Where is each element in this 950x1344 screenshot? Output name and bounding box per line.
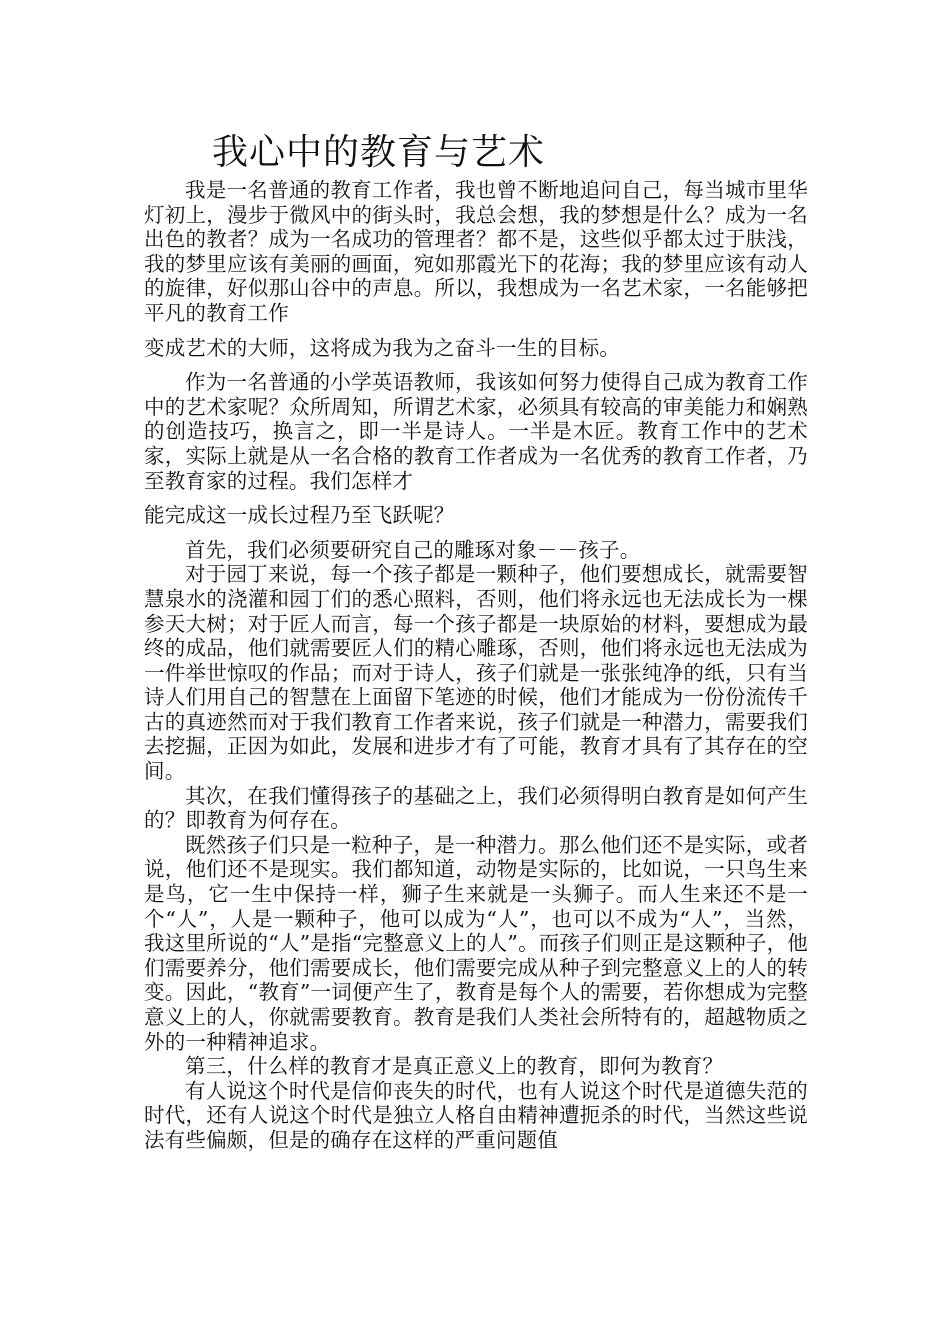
paragraph-intro-text: 我是一名普通的教育工作者，我也曾不断地追问自己，每当城市里华灯初上，漫步于微风中的街头时，我总会想，我的梦想是什么？成为一名出色的教者？成为一名成功的管理者？都不是，这些似乎都太过于肤浅，我的梦里应该有美丽的画面，宛如那霞光下的花海；我的梦里应该有动人的旋律，好似那山谷中的声息。所以，我想成为一名艺术家，一名能够把平凡的教育工作 bbox=[144, 178, 808, 325]
paragraph-potential: 既然孩子们只是一粒种子，是一种潜力。那么他们还不是实际，或者说，他们还不是现实。我们都知道，动物是实际的，比如说，一只鸟生来是鸟，它一生中保持一样，狮子生来就是一头狮子。而人生来还不是一个“人”，人是一颗种子，他可以成为“人”，也可以不成为“人”，当然，我这里所说的“人”是指“完整意义上的人”。而孩子们则正是这颗种子，他们需要养分，他们需要成长，他们需要完成从种子到完整意义上的人的转变。因此，“教育”一词便产生了，教育是每个人的需要，若你想成为完整意义上的人，你就需要教育。教育是我们人类社会所特有的，超越物质之外的一种精神追求。 bbox=[144, 832, 808, 1054]
paragraph-third-point: 第三，什么样的教育才是真正意义上的教育，即何为教育？ bbox=[185, 1054, 724, 1079]
paragraph-first-point: 首先，我们必须要研究自己的雕琢对象－－孩子。 bbox=[185, 537, 641, 562]
paragraph-seed-metaphor: 对于园丁来说，每一个孩子都是一颗种子，他们要想成长，就需要智慧泉水的浇灌和园丁们的悉心照料，否则，他们将永远也无法成长为一棵参天大树；对于匠人而言，每一个孩子都是一块原始的材料，要想成为最终的成品，他们就需要匠人们的精心雕琢，否则，他们将永远也无法成为一件举世惊叹的作品；而对于诗人，孩子们就是一张张纯净的纸，只有当诗人们用自己的智慧在上面留下笔迹的时候，他们才能成为一份份流传千古的真迹然而对于我们教育工作者来说，孩子们就是一种潜力，需要我们去挖掘，正因为如此，发展和进步才有了可能，教育才具有了其存在的空间。 bbox=[144, 562, 808, 784]
paragraph-teacher-as-artist-last-line: 能完成这一成长过程乃至飞跃呢？ bbox=[144, 503, 455, 528]
paragraph-intro-last-line: 变成艺术的大师，这将成为我为之奋斗一生的目标。 bbox=[144, 335, 621, 360]
document-page bbox=[144, 128, 808, 1153]
document-title: 我心中的教育与艺术 bbox=[212, 132, 546, 173]
paragraph-second-point: 其次，在我们懂得孩子的基础之上，我们必须得明白教育是如何产生的？即教育为何存在。 bbox=[144, 783, 808, 833]
paragraph-teacher-as-artist-text: 作为一名普通的小学英语教师，我该如何努力使得自己成为教育工作中的艺术家呢？众所周知，所谓艺术家，必须具有较高的审美能力和娴熟的创造技巧，换言之，即一半是诗人。一半是木匠。教育工作中的艺术家，实际上就是从一名合格的教育工作者成为一名优秀的教育工作者，乃至教育家的过程。我们怎样才 bbox=[144, 370, 808, 493]
paragraph-intro bbox=[144, 178, 808, 360]
paragraph-era: 有人说这个时代是信仰丧失的时代，也有人说这个时代是道德失范的时代，还有人说这个时代是独立人格自由精神遭扼杀的时代，当然这些说法有些偏颇，但是的确存在这样的严重问题值 bbox=[144, 1078, 808, 1152]
paragraph-teacher-as-artist bbox=[144, 370, 808, 528]
